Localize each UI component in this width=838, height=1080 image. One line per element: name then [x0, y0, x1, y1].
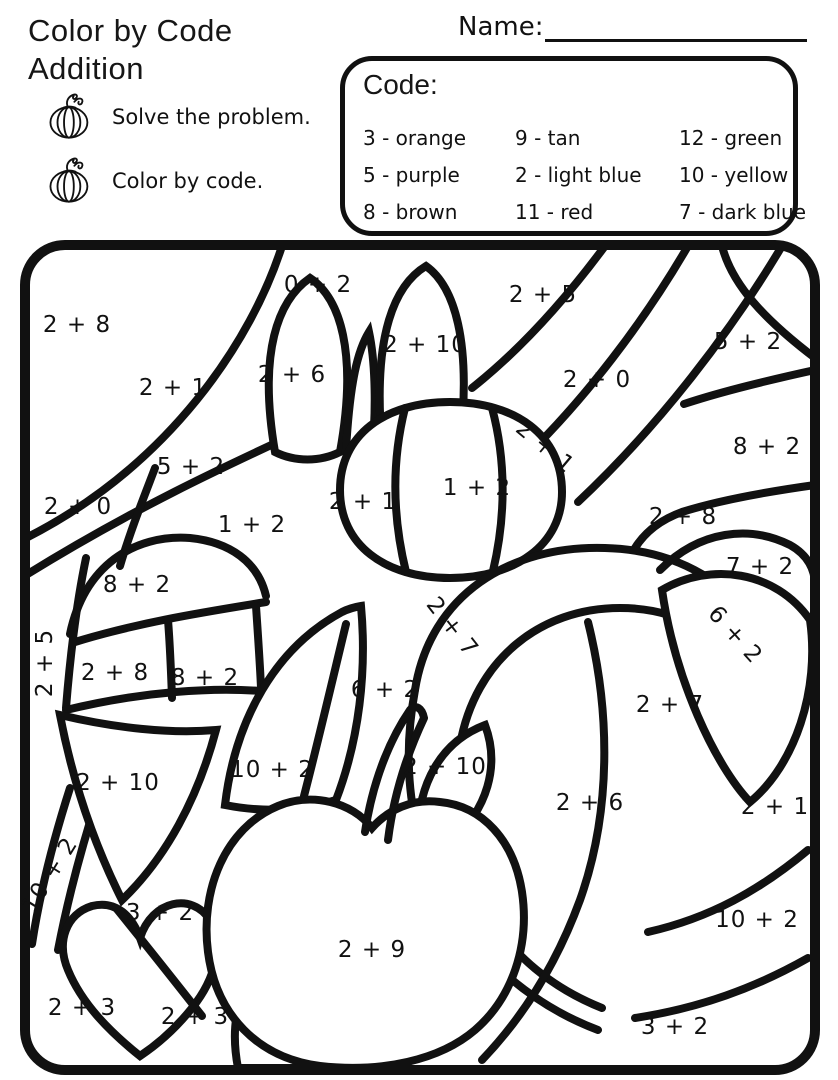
instruction-row-1 [44, 92, 311, 142]
math-problem: 2 + 9 [337, 937, 407, 963]
title-line-1: Color by Code [28, 13, 233, 48]
math-problem: 8 + 2 [732, 434, 802, 460]
math-problem: 2 + 8 [80, 660, 150, 686]
pumpkin-icon [44, 156, 96, 206]
name-row [458, 12, 807, 42]
math-problem: 2 + 0 [43, 494, 113, 520]
math-problem: 2 + 1 [138, 375, 208, 401]
code-entry: 10 - yellow [679, 162, 789, 187]
math-problem: 8 + 2 [170, 665, 240, 691]
math-problem: 2 + 8 [648, 504, 718, 530]
math-problem: 2 + 1 [740, 794, 810, 820]
code-box [340, 56, 807, 236]
math-problem: 10 + 2 [715, 907, 799, 933]
math-problem: 2 + 3 [160, 1004, 230, 1030]
math-problem: 2 + 7 [635, 692, 705, 718]
instruction-row-2 [44, 156, 263, 206]
math-problem: 2 + 10 [76, 770, 160, 796]
code-entry: 3 - orange [363, 125, 467, 150]
name-label: Name: [458, 12, 544, 42]
math-problem: 2 + 0 [562, 367, 632, 393]
math-problem: 2 + 6 [555, 790, 625, 816]
math-problem: 2 + 3 [47, 995, 117, 1021]
code-legend [363, 119, 807, 230]
code-entry: 11 - red [515, 199, 594, 224]
math-problem: 7 + 2 [725, 554, 795, 580]
instruction-step-2: Color by code. [112, 169, 264, 193]
math-problem: 5 + 2 [156, 454, 226, 480]
line-art [20, 240, 820, 1075]
pumpkin-icon [44, 92, 96, 142]
math-problem: 2 + 10 [403, 754, 487, 780]
code-heading: Code: [363, 69, 438, 100]
math-problem: 2 + 1 [328, 489, 398, 515]
coloring-picture [16, 240, 820, 1075]
math-problem: 0 + 2 [283, 272, 353, 298]
math-problem: 3 + 2 [125, 900, 195, 926]
math-problem: 2 + 5 [508, 282, 578, 308]
math-problem: 10 + 2 [16, 832, 84, 918]
math-problem: 2 + 10 [383, 332, 467, 358]
math-problem: 5 + 2 [713, 329, 783, 355]
code-entry: 8 - brown [363, 199, 458, 224]
code-entry: 9 - tan [515, 125, 581, 150]
math-problem: 1 + 2 [442, 475, 512, 501]
math-problem: 2 + 7 [420, 592, 484, 662]
name-blank-line [545, 13, 807, 42]
math-problem: 2 + 1 [510, 415, 580, 479]
instruction-step-1: Solve the problem. [112, 105, 311, 129]
code-entry: 2 - light blue [515, 162, 642, 187]
code-entry: 7 - dark blue [679, 199, 807, 224]
code-entry: 12 - green [679, 125, 783, 150]
math-problem: 10 + 2 [230, 757, 314, 783]
math-problem: 6 + 2 [350, 677, 420, 703]
math-problem: 3 + 2 [640, 1014, 710, 1040]
math-problem: 2 + 5 [32, 628, 58, 698]
title-line-2: Addition [28, 51, 145, 86]
math-problem: 1 + 2 [217, 512, 287, 538]
math-problem: 2 + 6 [257, 362, 327, 388]
math-problem: 6 + 2 [702, 600, 768, 670]
page-title [28, 12, 233, 88]
math-problem: 8 + 2 [102, 572, 172, 598]
code-entry: 5 - purple [363, 162, 460, 187]
math-problem: 2 + 8 [42, 312, 112, 338]
